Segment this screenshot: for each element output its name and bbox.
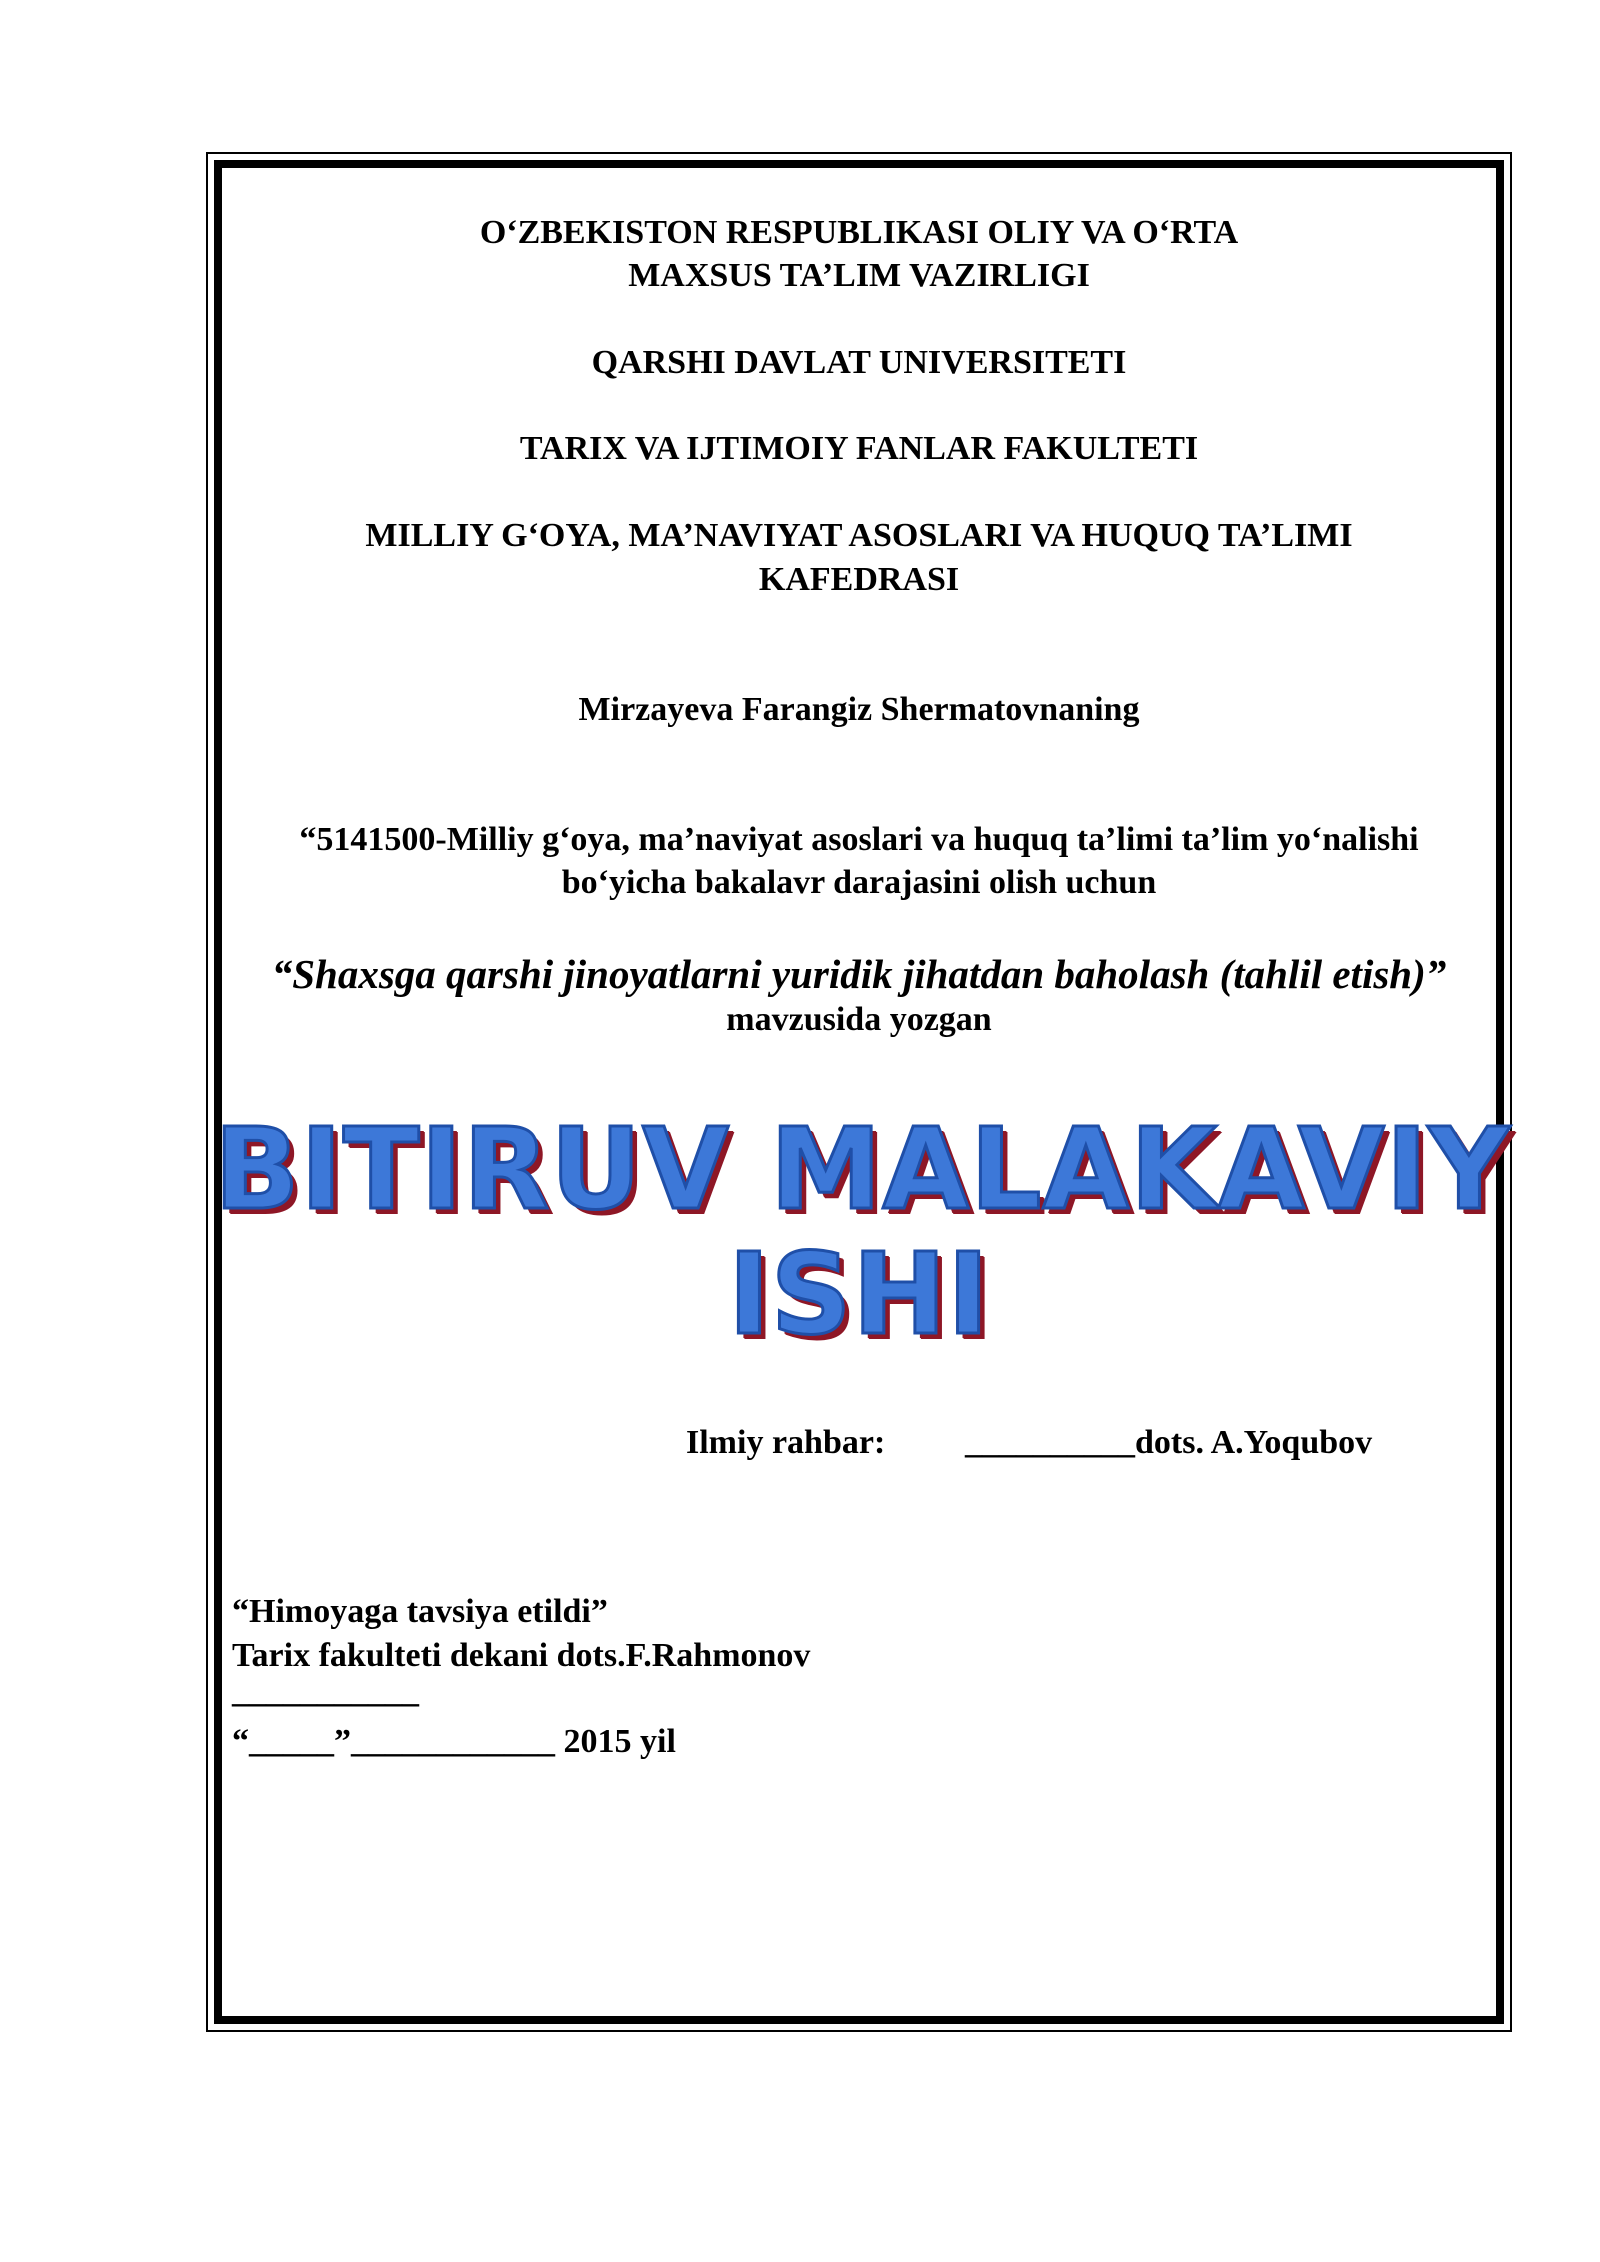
work-type-title-line-1: BITIRUV MALAKAVIY bbox=[214, 1105, 1511, 1235]
ministry-line-2: MAXSUS TA’LIM VAZIRLIGI bbox=[628, 257, 1090, 294]
department-line-2: KAFEDRASI bbox=[758, 561, 960, 598]
dean-name: Tarix fakulteti dekani dots.F.Rahmonov bbox=[232, 1637, 811, 1674]
degree-line-2: bo‘yicha bakalavr darajasini olish uchun bbox=[561, 864, 1157, 901]
faculty-name: TARIX VA IJTIMOIY FANLAR FAKULTETI bbox=[519, 430, 1199, 467]
advisor-name: __________dots. A.Yoqubov bbox=[965, 1424, 1373, 1461]
thesis-topic: “Shaxsga qarshi jinoyatlarni yuridik jihatdan baholash (tahlil etish)” bbox=[271, 951, 1447, 997]
recommendation-text: “Himoyaga tavsiya etildi” bbox=[232, 1593, 608, 1630]
topic-suffix: mavzusida yozgan bbox=[726, 1001, 992, 1038]
university-name: QARSHI DAVLAT UNIVERSITETI bbox=[591, 344, 1127, 381]
signature-line: ___________ bbox=[232, 1673, 419, 1710]
ministry-line-1: O‘ZBEKISTON RESPUBLIKASI OLIY VA O‘RTA bbox=[479, 214, 1239, 251]
date-line: “_____”____________ 2015 yil bbox=[232, 1723, 676, 1760]
author-name: Mirzayeva Farangiz Shermatovnaning bbox=[578, 691, 1140, 728]
work-type-title-line-2: ISHI bbox=[728, 1230, 990, 1360]
degree-line-1: “5141500-Milliy g‘oya, ma’naviyat asoslari va huquq ta’limi ta’lim yo‘nalishi bbox=[299, 821, 1419, 858]
department-line-1: MILLIY G‘OYA, MA’NAVIYAT ASOSLARI VA HUQUQ TA’LIMI bbox=[365, 517, 1353, 554]
advisor-label: Ilmiy rahbar: bbox=[686, 1424, 886, 1461]
